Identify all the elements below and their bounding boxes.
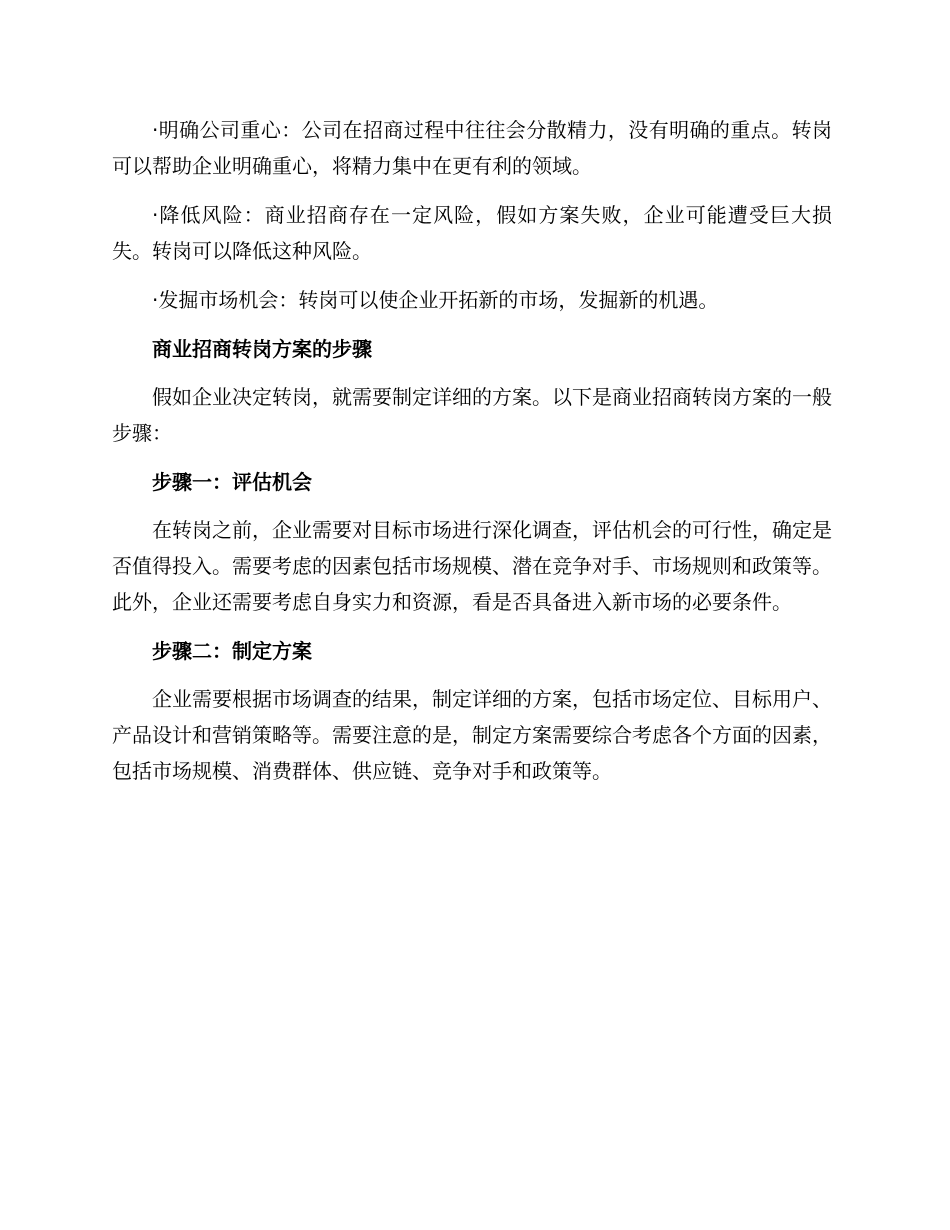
body-paragraph-intro: 假如企业决定转岗，就需要制定详细的方案。以下是商业招商转岗方案的一般步骤：: [112, 385, 832, 445]
document-page: [112, 112, 832, 802]
section-heading-steps: 商业招商转岗方案的步骤: [152, 337, 372, 361]
body-paragraph-step-two: 企业需要根据市场调查的结果，制定详细的方案，包括市场定位、目标用户、产品设计和营销策略等。需要注意的是，制定方案需要综合考虑各个方面的因素，包括市场规模、消费群体、供应链、竞争对手和政策等。: [112, 687, 832, 783]
step-heading-one: 步骤一：评估机会: [152, 470, 312, 494]
body-paragraph-step-one: 在转岗之前，企业需要对目标市场进行深化调查，评估机会的可行性，确定是否值得投入。需要考虑的因素包括市场规模、潜在竞争对手、市场规则和政策等。此外，企业还需要考虑自身实力和资源，看是否具备进入新市场的必要条件。: [112, 518, 832, 614]
bullet-paragraph-opportunity: ·发掘市场机会：转岗可以使企业开拓新的市场，发掘新的机遇。: [152, 288, 719, 312]
bullet-paragraph-risk: ·降低风险：商业招商存在一定风险，假如方案失败，企业可能遭受巨大损失。转岗可以降低这种风险。: [112, 203, 832, 263]
step-heading-two: 步骤二：制定方案: [152, 639, 312, 663]
bullet-paragraph-focus: ·明确公司重心：公司在招商过程中往往会分散精力，没有明确的重点。转岗可以帮助企业明确重心，将精力集中在更有利的领域。: [112, 118, 832, 178]
